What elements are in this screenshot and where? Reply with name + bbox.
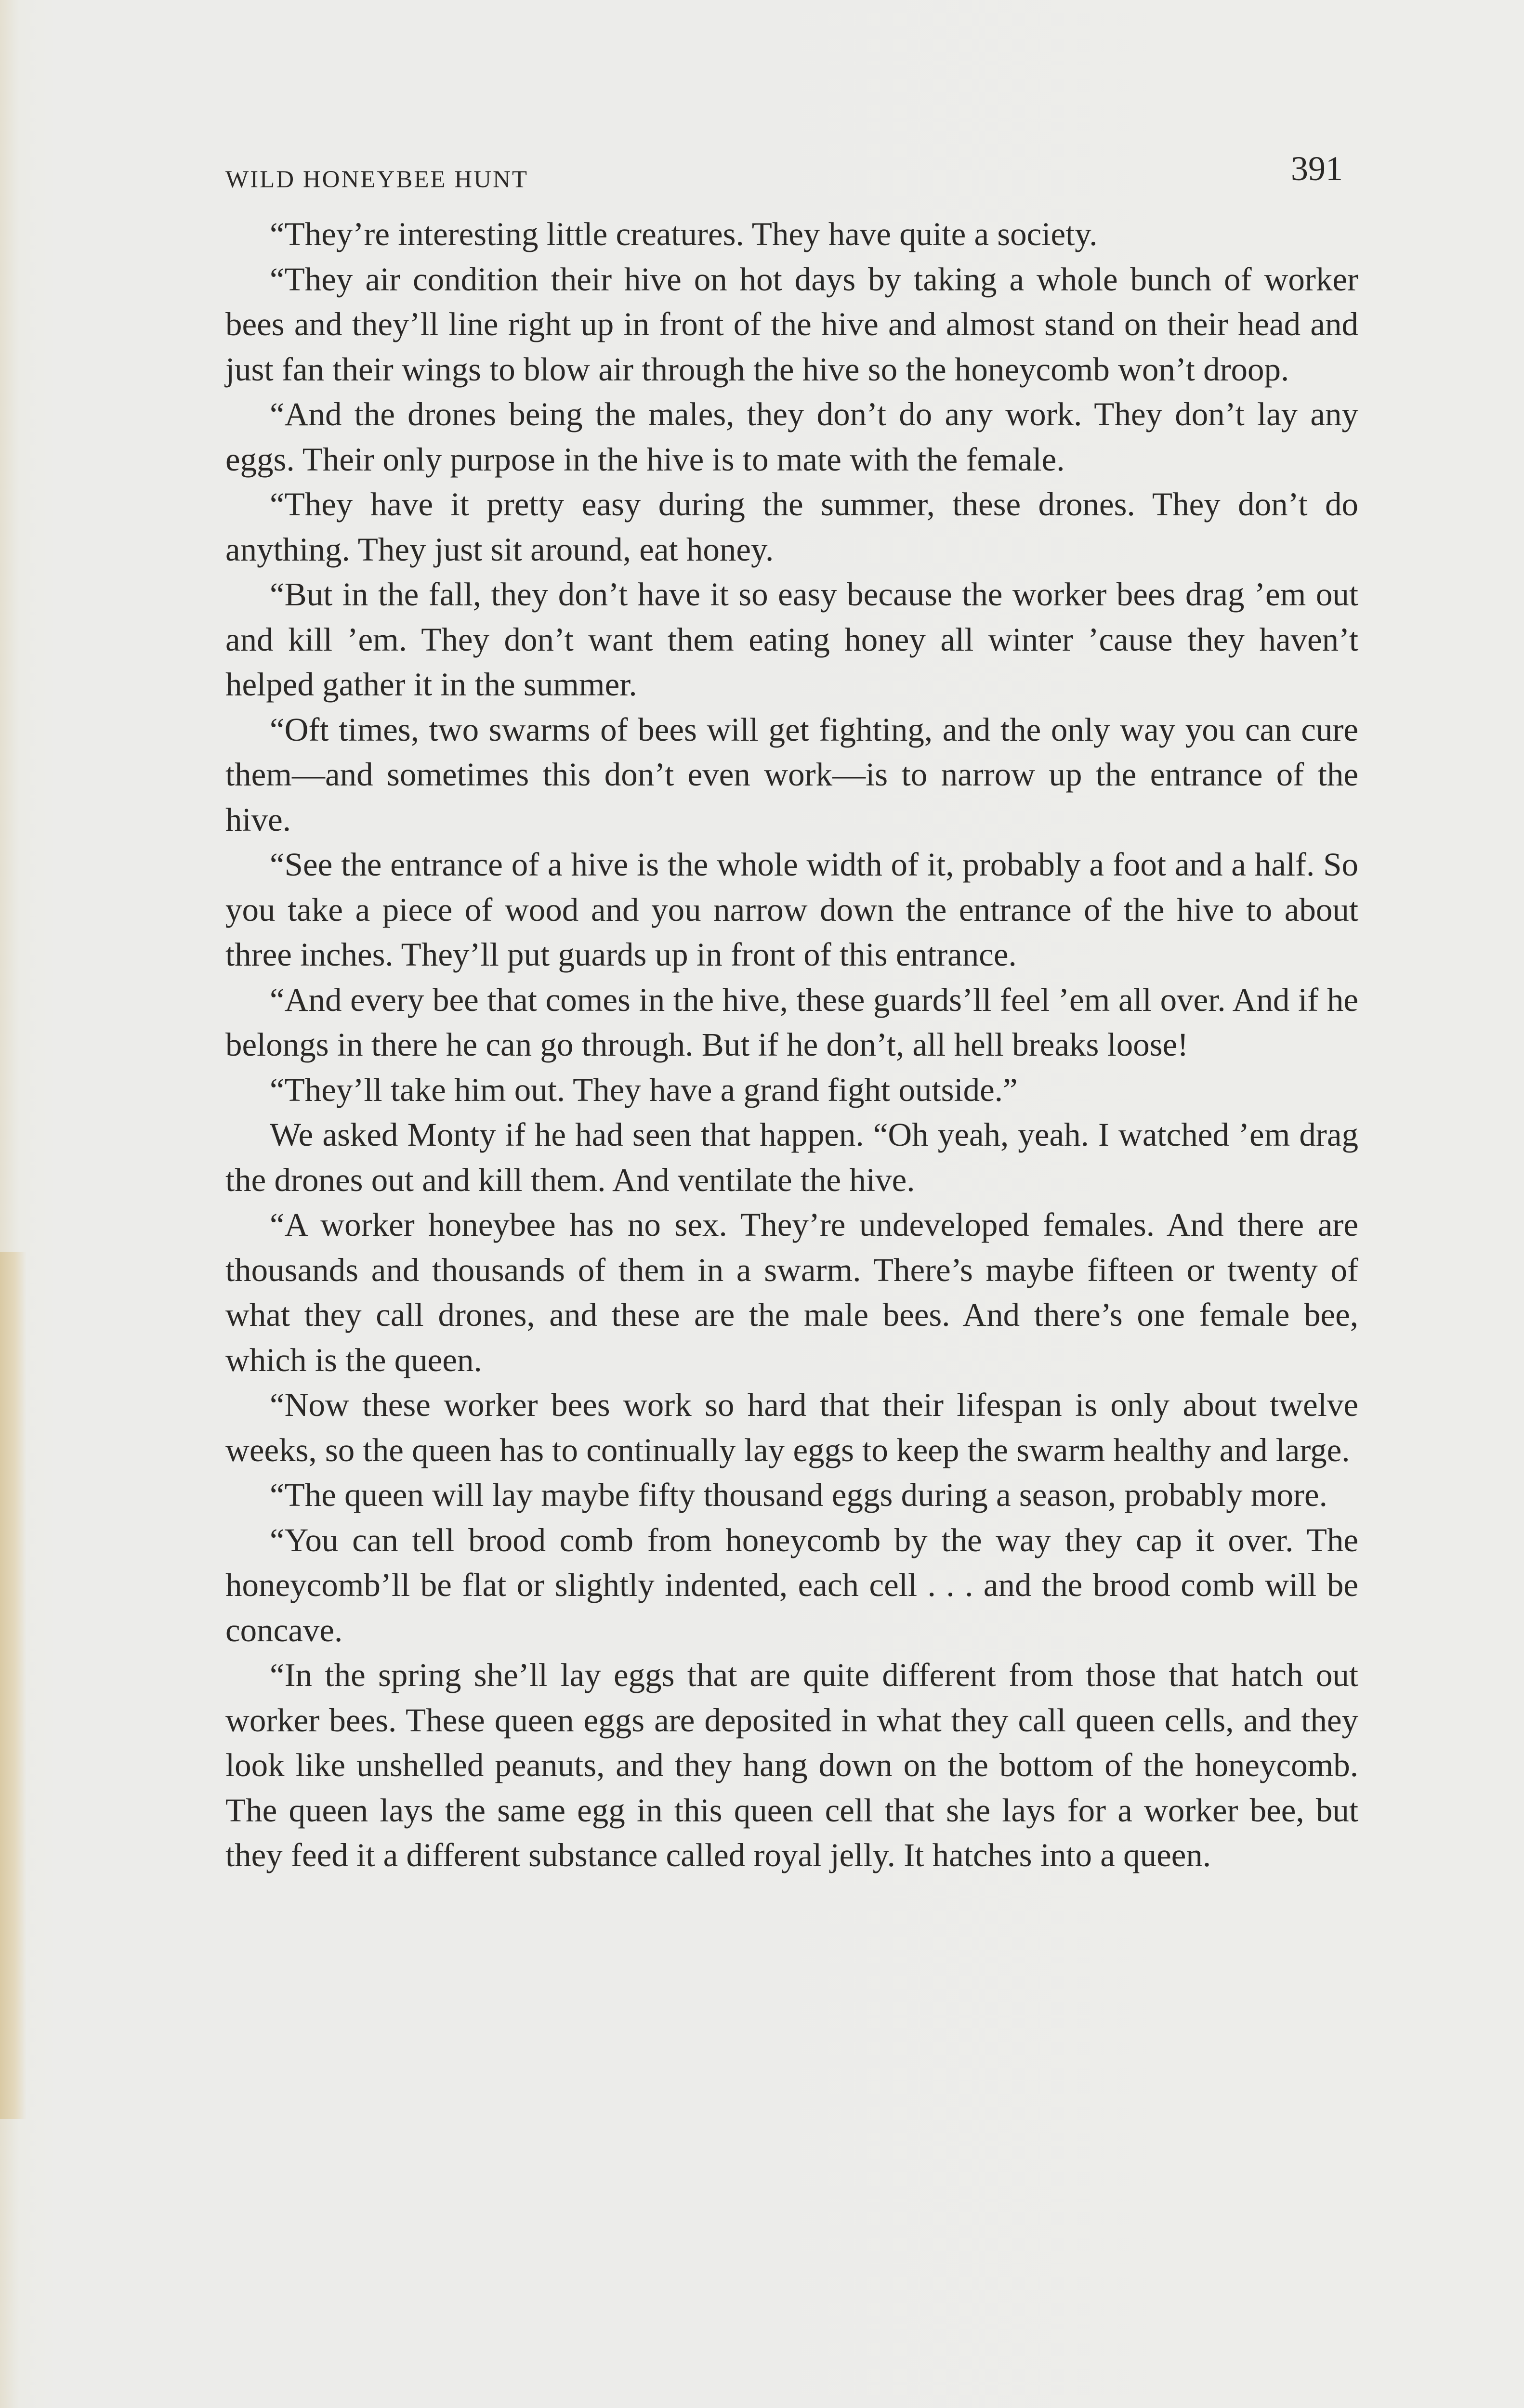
paragraph: “You can tell brood comb from honeycomb by the way they cap it over. The honeycomb’ll be flat or slightly indented, each cell . . . and the brood comb will be concave. — [225, 1521, 1358, 1649]
paragraph: “But in the fall, they don’t have it so easy because the worker bees drag ’em out and kill ’em. They don’t want them eating honey all winter ’cause they haven’t helped gather it in the summer. — [225, 576, 1358, 703]
paragraph: “They have it pretty easy during the summer, these drones. They don’t do anything. They just sit around, eat honey. — [225, 486, 1358, 568]
paragraph: “Oft times, two swarms of bees will get fighting, and the only way you can cure them—and sometimes this don’t even work—is to narrow up the entrance of the hive. — [225, 711, 1358, 838]
page-edge-stain — [0, 1252, 26, 2119]
paragraph: “They’ll take him out. They have a grand fight outside.” — [270, 1071, 1018, 1108]
body-text — [225, 212, 1358, 1878]
paragraph: “The queen will lay maybe fifty thousand eggs during a season, probably more. — [270, 1477, 1327, 1513]
running-head: WILD HONEYBEE HUNT — [225, 166, 529, 193]
page-header — [225, 147, 1343, 205]
paragraph: “A worker honeybee has no sex. They’re undeveloped females. And there are thousands and thousands of them in a swarm. There’s maybe fifteen or twenty of what they call drones, and these are the male bees. And there’s one female bee, which is the queen. — [225, 1206, 1358, 1378]
page-number: 391 — [1291, 149, 1343, 188]
paragraph: “They’re interesting little creatures. They have quite a society. — [270, 216, 1098, 252]
paragraph: “They air condition their hive on hot days by taking a whole bunch of worker bees and they’ll line right up in front of the hive and almost stand on their head and just fan their wings to blow air through the hive so the honeycomb won’t droop. — [225, 261, 1358, 388]
paragraph: “In the spring she’ll lay eggs that are quite different from those that hatch out worker bees. These queen eggs are deposited in what they call queen cells, and they look like unshelled peanuts, and they hang down on the bottom of the honeycomb. The queen lays the same egg in this queen cell that she lays for a worker bee, but they feed it a different substance called royal jelly. It hatches into a queen. — [225, 1657, 1358, 1873]
paragraph: We asked Monty if he had seen that happen. “Oh yeah, yeah. I watched ’em drag the drones out and kill them. And ventilate the hive. — [225, 1116, 1358, 1198]
paragraph: “And every bee that comes in the hive, these guards’ll feel ’em all over. And if he belongs in there he can go through. But if he don’t, all hell breaks loose! — [225, 981, 1358, 1063]
paragraph: “Now these worker bees work so hard that their lifespan is only about twelve weeks, so the queen has to continually lay eggs to keep the swarm healthy and large. — [225, 1387, 1358, 1468]
paragraph: “And the drones being the males, they don’t do any work. They don’t lay any eggs. Their only purpose in the hive is to mate with the female. — [225, 396, 1358, 478]
paragraph: “See the entrance of a hive is the whole width of it, probably a foot and a half. So you take a piece of wood and you narrow down the entrance of the hive to about three inches. They’ll put guards up in front of this entrance. — [225, 846, 1358, 973]
